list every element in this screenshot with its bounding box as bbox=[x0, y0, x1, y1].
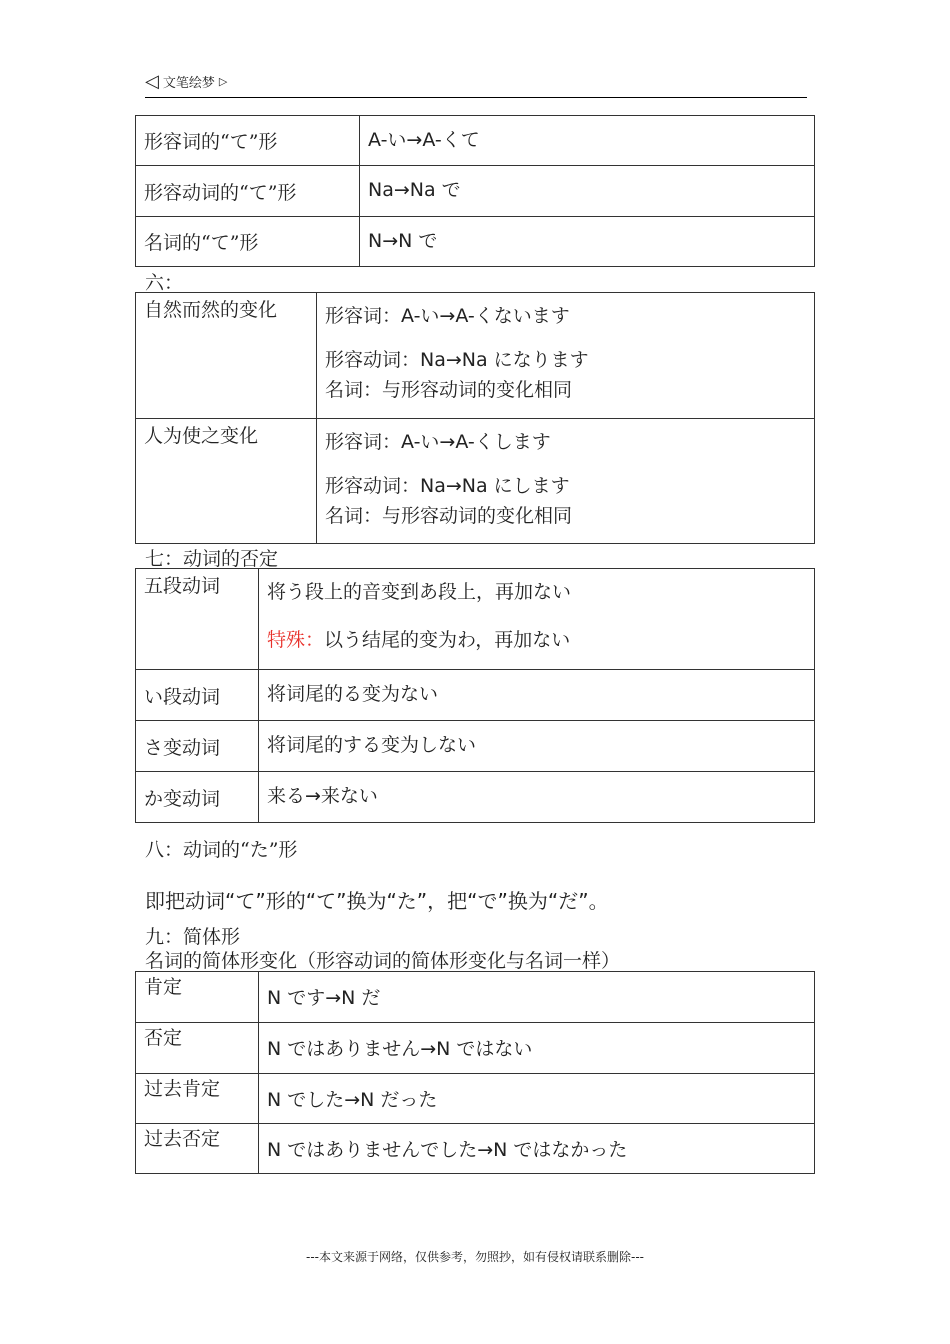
table-row bbox=[136, 670, 815, 721]
te-form-table bbox=[135, 115, 815, 267]
row-rule: N→N で bbox=[360, 217, 815, 267]
row-label: 过去肯定 bbox=[136, 1074, 259, 1124]
rule-line: 将う段上的音变到あ段上，再加ない bbox=[267, 581, 572, 603]
table-row bbox=[136, 217, 815, 267]
rule-line: 形容词：A-い→A-くないます bbox=[325, 305, 570, 327]
section6-heading: 六： bbox=[145, 272, 184, 294]
row-label: 形容词的“て”形 bbox=[136, 116, 360, 166]
rule-line: 形容动词：Na→Na にします bbox=[325, 474, 570, 497]
special-text: 以う结尾的变为わ，再加ない bbox=[324, 628, 571, 651]
table-row bbox=[136, 1124, 815, 1174]
section8-heading: 八：动词的“た”形 bbox=[145, 839, 298, 861]
rule-line: 形容动词：Na→Na になります bbox=[325, 348, 589, 371]
header-title: 文笔绘梦 bbox=[162, 76, 215, 91]
table-row bbox=[136, 1074, 815, 1124]
table-row bbox=[136, 166, 815, 217]
table-row bbox=[136, 972, 815, 1023]
page-footer: ---本文来源于网络，仅供参考，勿照抄，如有侵权请联系删除--- bbox=[306, 1250, 644, 1264]
row-label: 过去否定 bbox=[136, 1124, 259, 1174]
row-rule: N ではありませんでした→N ではなかった bbox=[259, 1124, 815, 1174]
section9-subheading: 名词的简体形变化（形容动词的简体形变化与名词一样） bbox=[145, 950, 621, 972]
triangle-left-icon: ◁ bbox=[145, 70, 159, 92]
table-row bbox=[136, 419, 815, 544]
rule-line: 名词：与形容动词的变化相同 bbox=[325, 378, 573, 401]
verb-negation-table bbox=[135, 568, 815, 823]
row-label: 名词的“て”形 bbox=[136, 217, 360, 267]
row-rule: N ではありません→N ではない bbox=[259, 1023, 815, 1074]
table-row bbox=[136, 772, 815, 823]
table-row bbox=[136, 1023, 815, 1074]
page-header bbox=[145, 72, 227, 91]
header-rule bbox=[145, 97, 807, 98]
triangle-right-icon: ▷ bbox=[218, 75, 228, 88]
row-label: か变动词 bbox=[136, 772, 259, 823]
row-rule: N です→N だ bbox=[259, 972, 815, 1023]
table-row bbox=[136, 293, 815, 419]
row-label: 肯定 bbox=[136, 972, 259, 1023]
table-row bbox=[136, 569, 815, 670]
rule-line: 形容词：A-い→A-くします bbox=[325, 431, 551, 453]
row-label: 否定 bbox=[136, 1023, 259, 1074]
row-rule: A-い→A-くて bbox=[360, 116, 815, 166]
row-label: 五段动词 bbox=[136, 569, 259, 670]
section7-heading: 七：动词的否定 bbox=[145, 548, 279, 570]
row-label: さ变动词 bbox=[136, 721, 259, 772]
rule-line bbox=[267, 629, 806, 653]
row-rule: N でした→N だった bbox=[259, 1074, 815, 1124]
rule-line: 名词：与形容动词的变化相同 bbox=[325, 504, 573, 527]
section9-heading: 九：简体形 bbox=[145, 926, 241, 948]
table-row bbox=[136, 721, 815, 772]
noun-plain-form-table bbox=[135, 971, 815, 1174]
row-rule: 将词尾的する变为しない bbox=[259, 721, 815, 772]
section8-body: 即把动词“て”形的“て”换为“た”，把“で”换为“だ”。 bbox=[145, 889, 609, 913]
row-rule: Na→Na で bbox=[360, 166, 815, 217]
row-rule: 将词尾的る变为ない bbox=[259, 670, 815, 721]
table-row bbox=[136, 116, 815, 166]
row-rule: 来る→来ない bbox=[259, 772, 815, 823]
row-label: 自然而然的变化 bbox=[136, 293, 317, 419]
change-table bbox=[135, 292, 815, 544]
row-label: い段动词 bbox=[136, 670, 259, 721]
row-label: 形容动词的“て”形 bbox=[136, 166, 360, 217]
special-label: 特殊： bbox=[267, 628, 325, 651]
row-label: 人为使之变化 bbox=[136, 419, 317, 544]
